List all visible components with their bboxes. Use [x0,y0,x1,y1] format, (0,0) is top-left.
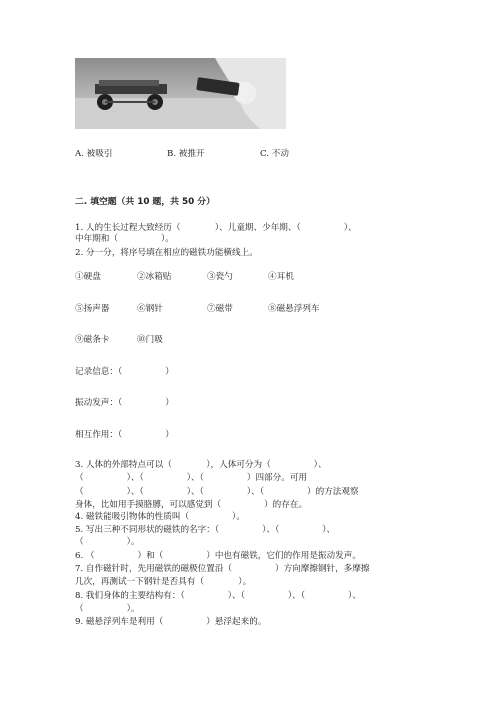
q2-vibrate: 振动发声：（ ） [75,398,174,408]
q3-line4: 身体，比如用手摸胳膊，可以感觉到（ ）的存在。 [75,500,308,510]
q2-prompt: 2. 分一分，将序号填在相应的磁铁功能横线上。 [75,248,258,258]
q2-item: ③瓷勺 [207,272,233,282]
q7-line2: 几次，再测试一下钢针是否具有（ ）。 [75,577,252,587]
q3-line3: （ ）、（ ）、（ ）、（ ）的方法观察 [75,487,359,497]
q3-line2: （ ）、（ ）、（ ）四部分。可用 [75,473,308,483]
magnet-car-illustration [75,58,286,129]
q2-record: 记录信息：（ ） [75,367,174,377]
q2-item: ⑦磁带 [207,304,233,314]
q7-line1: 7. 自作磁针时，先用磁铁的磁极位置沿（ ）方向摩擦钢针，多摩擦 [75,564,370,574]
q2-item: ④耳机 [268,272,294,282]
q8-line2: （ ）。 [75,604,140,614]
option-a[interactable]: A. 被吸引 [75,149,113,159]
q1-line1: 1. 人的生长过程大致经历（ ）、儿童期、少年期、（ ）、 [75,223,357,233]
q2-item: ①硬盘 [75,272,101,282]
magnet-car-photo [75,58,286,129]
q2-item: ⑩门吸 [137,335,163,345]
q3-line1: 3. 人体的外部特点可以（ ），人体可分为（ ）、 [75,460,327,470]
q1-line2: 中年期和（ ）。 [75,234,174,244]
q2-item: ⑨磁条卡 [75,335,110,345]
section-title: 二. 填空题（共 10 题，共 50 分） [75,197,215,207]
q6-line1: 6. （ ）和（ ）中也有磁铁，它们的作用是振动发声。 [75,551,361,561]
option-b[interactable]: B. 被推开 [167,149,205,159]
q2-item: ⑥钢针 [137,304,163,314]
q2-item: ②冰箱贴 [137,272,172,282]
q5: 5. 写出三种不同形状的磁铁的名字：（ ）、（ ）、 [75,525,336,535]
q8-line1: 8. 我们身体的主要结构有：（ ）、（ ）、（ ）、 [75,591,361,601]
q5-line2: （ ）。 [75,537,140,547]
option-c[interactable]: C. 不动 [260,149,289,159]
q4: 4. 磁铁能吸引物体的性质叫（ ）。 [75,512,245,522]
q2-item: ⑤扬声器 [75,304,110,314]
q2-item: ⑧磁悬浮列车 [268,304,320,314]
q9: 9. 磁悬浮列车是利用（ ）悬浮起来的。 [75,617,267,627]
q2-interact: 相互作用：（ ） [75,430,174,440]
